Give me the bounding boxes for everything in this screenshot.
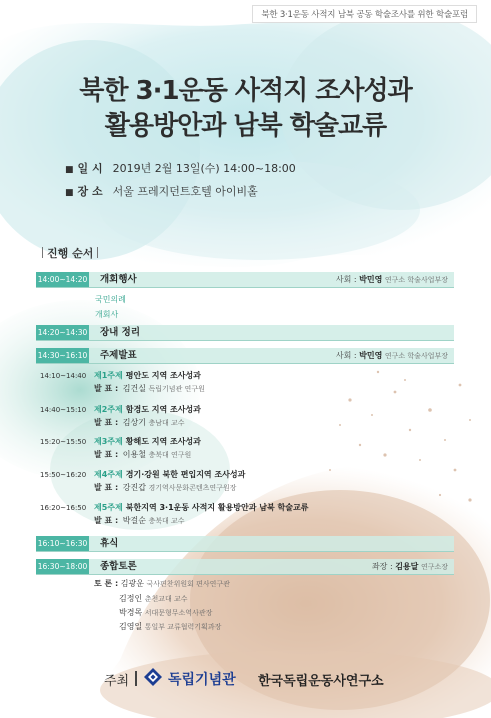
session-topic: 평안도 지역 조사성과 [125,371,201,380]
block-time: 16:10~16:30 [36,536,89,551]
moderator-org: 연구소 학술사업부장 [384,352,448,360]
session-number: 제1주제 [94,371,123,380]
session-time: 14:40~15:10 [40,406,87,414]
presenter-org: 충북대 연구원 [148,451,192,459]
session-row [40,436,201,447]
discussant-org: 통일부 교류협력기획과장 [144,623,222,631]
block-name: 휴식 [100,538,119,549]
square-bullet-icon: ■ [65,188,74,198]
block-name: 종합토론 [100,561,137,572]
session-time: 14:10~14:40 [40,372,87,380]
presenter-name: 김상기 [122,418,146,427]
program-heading-text: 진행 순서 [47,247,94,260]
info-label: 장 소 [77,185,103,198]
discussant-org: 국사편찬위원회 편사연구관 [146,580,230,588]
session-presenter [94,482,236,493]
session-number: 제5주제 [94,503,123,512]
presenter-org: 경기역사문화콘텐츠연구원장 [148,484,237,492]
block-chair [372,559,448,575]
block-name: 주제발표 [100,350,137,361]
block-name: 개회행사 [100,274,137,285]
program-block-rest [36,536,454,552]
discussion-label: 토 론 : [94,579,119,588]
title-line-1: 북한 3·1운동 사적지 조사성과 [79,76,412,106]
host-org-primary: 독립기념관 [168,672,236,688]
opening-item: 개회사 [95,310,119,319]
discussant-row [94,578,230,589]
program-block-discussion [36,559,454,575]
block-fill [89,325,454,340]
block-moderator [336,348,448,364]
session-row [40,370,201,381]
discussant-row [119,621,221,632]
discussant-name: 김광운 [120,579,144,588]
session-time: 15:50~16:20 [40,471,87,479]
discussant-name: 박경목 [119,608,143,617]
presenter-label: 발 표 : [94,450,119,459]
event-info [65,158,296,204]
independence-hall-logo-icon [143,667,163,687]
presenter-org: 독립기념관 연구원 [148,385,205,393]
block-time: 16:30~18:00 [36,559,89,574]
role-label: 좌장 : [371,562,393,571]
presenter-org: 충남대 교수 [148,419,185,427]
footer-host [0,667,491,693]
role-label: 사회 : [335,351,357,360]
page-title [0,74,491,144]
block-name: 장내 정리 [100,327,141,338]
divider [97,247,98,258]
moderator-name: 박민영 [359,351,383,360]
block-time: 14:20~14:30 [36,325,89,340]
chair-name: 김용달 [395,562,419,571]
session-topic: 황해도 지역 조사성과 [125,437,201,446]
presenter-org: 충북대 교수 [148,517,185,525]
discussant-name: 김영일 [119,622,143,631]
program-heading [38,245,102,261]
divider [135,671,137,686]
session-topic: 북한지역 3·1운동 사적지 활용방안과 남북 학술교류 [125,503,309,512]
program-block-break-setup [36,325,454,341]
divider [42,247,43,258]
presenter-name: 이용철 [122,450,146,459]
session-presenter [94,449,191,460]
session-presenter [94,383,205,394]
role-label: 사회 : [335,275,357,284]
session-number: 제3주제 [94,437,123,446]
discussant-row [119,593,188,604]
info-value: 서울 프레지던트호텔 아이비홀 [112,185,258,198]
presenter-name: 강진갑 [122,483,146,492]
discussant-row [119,607,212,618]
opening-item: 국민의례 [95,295,126,304]
forum-tag: 북한 3·1운동 사적지 남북 공동 학술조사를 위한 학술포럼 [252,5,477,23]
block-fill [89,536,454,551]
chair-org: 연구소장 [420,563,448,571]
square-bullet-icon: ■ [65,165,74,175]
block-time: 14:30~16:10 [36,348,89,363]
host-label: 주최 [104,674,130,689]
presenter-label: 발 표 : [94,384,119,393]
presenter-label: 발 표 : [94,483,119,492]
discussant-org: 춘천교대 교수 [144,595,188,603]
session-row [40,502,308,513]
title-line-2: 활용방안과 남북 학술교류 [104,111,387,141]
session-number: 제4주제 [94,470,123,479]
session-row [40,469,245,480]
session-time: 15:20~15:50 [40,438,87,446]
moderator-org: 연구소 학술사업부장 [384,276,448,284]
discussant-org: 서대문형무소역사관장 [144,609,213,617]
host-org-secondary: 한국독립운동사연구소 [258,674,384,689]
program-block-opening [36,272,454,288]
session-row [40,404,201,415]
block-time: 14:00~14:20 [36,272,89,287]
discussant-name: 김정인 [119,594,143,603]
session-presenter [94,515,185,526]
info-datetime [65,158,296,181]
info-venue [65,181,296,204]
program-block-presentations [36,348,454,364]
session-topic: 경기·강원 북한 편입지역 조사성과 [125,470,246,479]
info-value: 2019년 2월 13일(수) 14:00~18:00 [112,162,296,175]
presenter-name: 김건실 [122,384,146,393]
block-moderator [336,272,448,288]
session-time: 16:20~16:50 [40,504,87,512]
presenter-label: 발 표 : [94,418,119,427]
presenter-name: 박걸순 [122,516,146,525]
moderator-name: 박민영 [359,275,383,284]
session-number: 제2주제 [94,405,123,414]
session-presenter [94,417,185,428]
info-label: 일 시 [77,162,103,175]
session-topic: 함경도 지역 조사성과 [125,405,201,414]
presenter-label: 발 표 : [94,516,119,525]
